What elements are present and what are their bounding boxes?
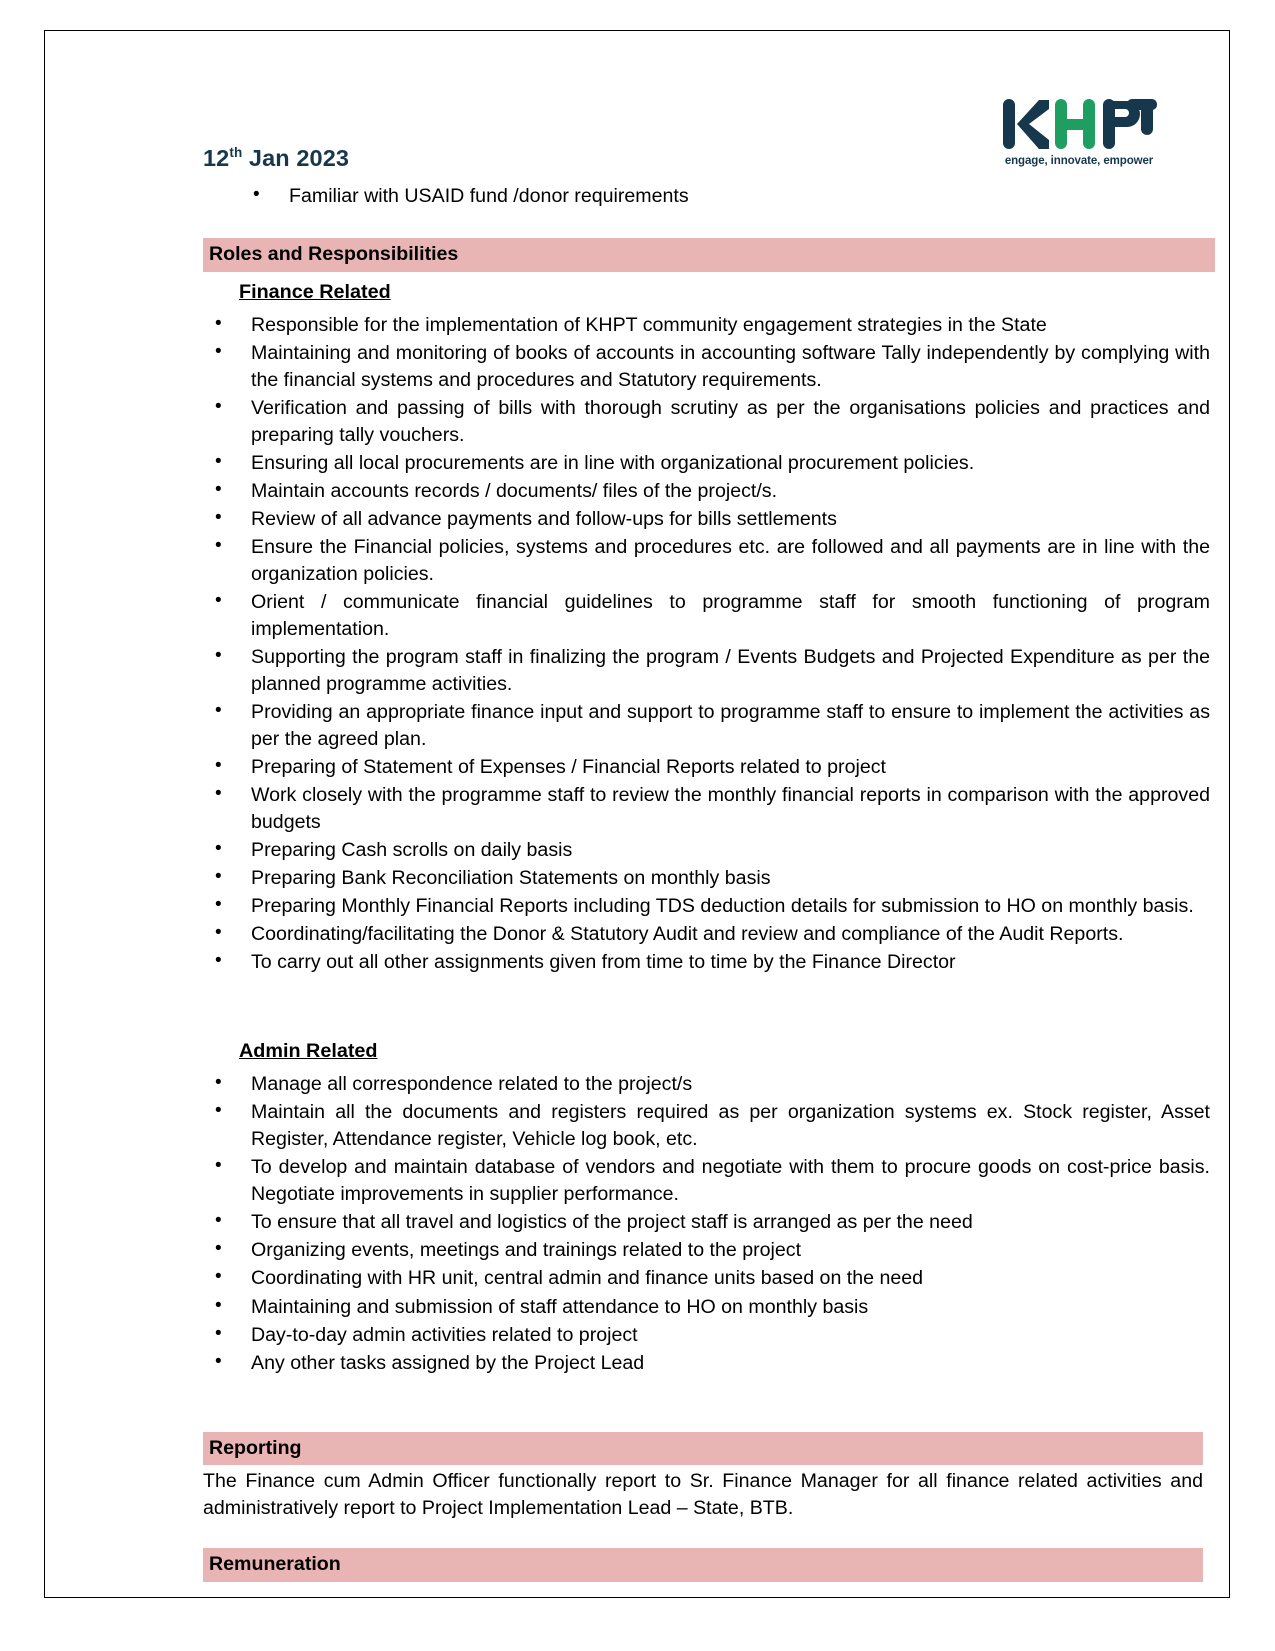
reporting-paragraph: The Finance cum Admin Officer functionally report to Sr. Finance Manager for all finance related activities and administratively report to Project Implementation Lead – State, BTB. — [203, 1470, 1203, 1520]
admin-related-bullets — [203, 1071, 1218, 1376]
list-item: • Work closely with the programme staff to review the monthly financial reports in comparison with the approved budgets — [203, 782, 1218, 836]
page-content — [203, 87, 1218, 1607]
list-item: • Ensure the Financial policies, systems and procedures etc. are followed and all payments are in line with the organization policies. — [203, 534, 1218, 588]
list-item: • Day-to-day admin activities related to project — [203, 1322, 1218, 1349]
list-item: • Coordinating with HR unit, central admin and finance units based on the need — [203, 1265, 1218, 1292]
list-item: • Coordinating/facilitating the Donor & Statutory Audit and review and compliance of the Audit Reports. — [203, 921, 1218, 948]
spacer — [203, 1378, 1218, 1432]
date-ordinal-suffix: th — [229, 145, 243, 161]
date-month-year: Jan 2023 — [242, 145, 350, 171]
list-item: • Manage all correspondence related to the project/s — [203, 1071, 1218, 1098]
list-item: • Ensuring all local procurements are in line with organizational procurement policies. — [203, 450, 1218, 477]
section-heading-roles-and-responsibilities: Roles and Responsibilities — [203, 238, 1215, 271]
section-heading-remuneration: Remuneration — [203, 1548, 1203, 1581]
list-item: • Maintain accounts records / documents/ files of the project/s. — [203, 478, 1218, 505]
document-header — [203, 87, 1218, 183]
list-item: • To carry out all other assignments given from time to time by the Finance Director — [203, 949, 1218, 976]
list-item: • Providing an appropriate finance input and support to programme staff to ensure to implement the activities as per the agreed plan. — [203, 699, 1218, 753]
list-item: • Familiar with USAID fund /donor requirements — [203, 183, 1218, 210]
list-item: • Organizing events, meetings and trainings related to the project — [203, 1237, 1218, 1264]
list-item: • To ensure that all travel and logistics of the project staff is arranged as per the need — [203, 1209, 1218, 1236]
logo-tagline: engage, innovate, empower — [1004, 155, 1154, 167]
list-item: • Orient / communicate financial guidelines to programme staff for smooth functioning of program implementation. — [203, 589, 1218, 643]
list-item: • Any other tasks assigned by the Project Lead — [203, 1350, 1218, 1377]
list-item: • Maintain all the documents and registers required as per organization systems ex. Stock register, Asset Register, Attendance register, Vehicle log book, etc. — [203, 1099, 1218, 1153]
list-item: • To develop and maintain database of vendors and negotiate with them to procure goods on cost-price basis. Negotiate improvements in supplier performance. — [203, 1154, 1218, 1208]
list-item: • Responsible for the implementation of KHPT community engagement strategies in the State — [203, 312, 1218, 339]
subsection-admin-related — [203, 1031, 1218, 1071]
list-item: • Preparing Monthly Financial Reports including TDS deduction details for submission to HO on monthly basis. — [203, 893, 1218, 920]
subheading-admin-related: Admin Related — [239, 1040, 378, 1063]
list-item: • Verification and passing of bills with thorough scrutiny as per the organisations policies and practices and preparing tally vouchers. — [203, 395, 1218, 449]
document-date — [203, 145, 349, 172]
top-bullet-list — [203, 183, 1218, 210]
date-day: 12 — [203, 145, 230, 171]
spacer — [203, 977, 1218, 1031]
list-item: • Preparing of Statement of Expenses / Financial Reports related to project — [203, 754, 1218, 781]
list-item: • Maintaining and submission of staff attendance to HO on monthly basis — [203, 1294, 1218, 1321]
finance-related-bullets — [203, 312, 1218, 977]
subheading-finance-related: Finance Related — [239, 280, 391, 303]
page-border — [44, 30, 1230, 1598]
list-item: • Preparing Cash scrolls on daily basis — [203, 837, 1218, 864]
list-item: • Maintaining and monitoring of books of accounts in accounting software Tally independently by complying with the financial systems and procedures and Statutory requirements. — [203, 340, 1218, 394]
subsection-finance-related — [203, 272, 1218, 312]
list-item: • Supporting the program staff in finalizing the program / Events Budgets and Projected Expenditure as per the planned programme activities. — [203, 644, 1218, 698]
khpt-logo-icon — [999, 95, 1159, 153]
khpt-logo — [995, 95, 1163, 167]
list-item: • Review of all advance payments and follow-ups for bills settlements — [203, 506, 1218, 533]
section-heading-reporting: Reporting — [203, 1432, 1203, 1465]
list-item: • Preparing Bank Reconciliation Statements on monthly basis — [203, 865, 1218, 892]
